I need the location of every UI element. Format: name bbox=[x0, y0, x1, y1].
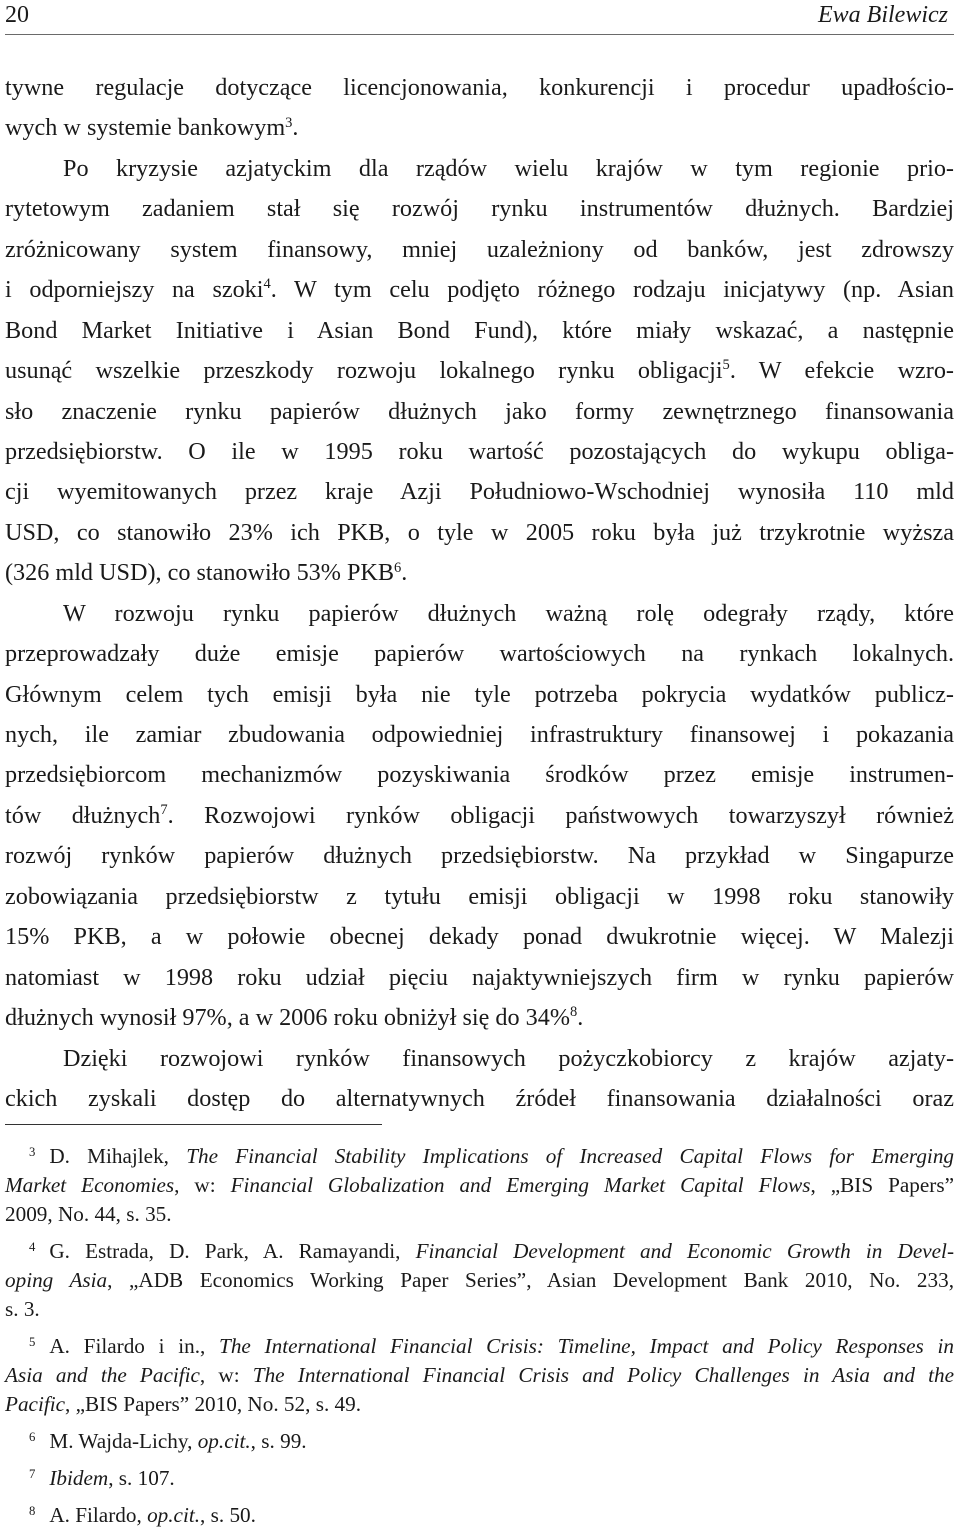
text-segment: . W efekcie wzro- bbox=[729, 357, 954, 385]
footnote-text: , s. 50. bbox=[200, 1503, 256, 1527]
footnote-number: 3 bbox=[29, 1145, 36, 1160]
text-line bbox=[5, 108, 954, 148]
footnote-title: The Financial Stability Implications of Increased Capital Flows for Emerging bbox=[186, 1144, 955, 1168]
footnote-source-title: Financial Globalization and Emerging Market Capital Flows bbox=[230, 1173, 811, 1197]
text-line: Dzięki rozwojowi rynków finansowych pożyczkobiorcy z krajów azjaty- bbox=[63, 1044, 954, 1072]
footnote-ref-6[interactable]: 6 bbox=[394, 559, 402, 576]
text-line: tywne regulacje dotyczące licencjonowania, konkurencji i procedur upadłościo- bbox=[5, 74, 954, 101]
footnote-abbrev: op.cit. bbox=[197, 1429, 251, 1453]
footnote-author: M. Wajda-Lichy, bbox=[49, 1429, 198, 1453]
footnote-4 bbox=[5, 1237, 954, 1324]
footnote-line bbox=[5, 1171, 954, 1200]
text-segment: . Rozwojowi rynków obligacji państwowych towarzyszył również bbox=[167, 801, 954, 829]
text-segment: i odporniejszy na szoki bbox=[5, 276, 264, 304]
text-segment: . bbox=[577, 1004, 584, 1032]
text-line: Po kryzysie azjatyckim dla rządów wielu krajów w tym regionie prio- bbox=[63, 154, 954, 182]
text-line: przedsiębiorcom mechanizmów pozyskiwania środków przez emisje instrumen- bbox=[5, 761, 954, 789]
paragraph-1 bbox=[5, 68, 954, 149]
footnote-title: Asia and the Pacific bbox=[5, 1363, 200, 1387]
body-text bbox=[5, 68, 954, 1119]
footnote-abbrev: Ibidem bbox=[49, 1466, 109, 1490]
footnote-line: s. 3. bbox=[5, 1297, 40, 1321]
text-line: ckich zyskali dostęp do alternatywnych źródeł finansowania działalności oraz bbox=[5, 1084, 954, 1112]
footnote-line bbox=[5, 1266, 954, 1295]
footnote-ref-5[interactable]: 5 bbox=[722, 357, 730, 374]
text-line bbox=[5, 998, 954, 1038]
text-line: nych, ile zamiar zbudowania odpowiedniej infrastruktury finansowej i pokazania bbox=[5, 721, 954, 748]
footnote-line: 2009, No. 44, s. 35. bbox=[5, 1202, 172, 1226]
footnote-divider bbox=[5, 1124, 382, 1125]
text-line: zobowiązania przedsiębiorstw z tytułu emisji obligacji w 1998 roku stanowiły bbox=[5, 882, 954, 910]
footnote-text: , w: bbox=[174, 1173, 231, 1197]
footnote-line bbox=[5, 1427, 954, 1456]
footnote-text: , „BIS Papers” bbox=[810, 1173, 955, 1197]
footnote-ref-3[interactable]: 3 bbox=[285, 114, 293, 131]
footnote-line bbox=[5, 1464, 954, 1493]
footnote-author: D. Mihajlek, bbox=[49, 1144, 187, 1168]
footnote-title: Market Economies bbox=[5, 1173, 175, 1197]
footnote-line bbox=[5, 1142, 954, 1171]
text-line bbox=[5, 796, 954, 836]
footnote-line bbox=[5, 1237, 954, 1266]
footnote-title: oping Asia bbox=[5, 1268, 108, 1292]
footnote-ref-7[interactable]: 7 bbox=[160, 802, 168, 819]
footnote-number: 5 bbox=[29, 1335, 36, 1350]
text-segment: . bbox=[292, 114, 299, 142]
footnote-abbrev: op.cit. bbox=[147, 1503, 201, 1527]
footnote-text: , „BIS Papers” 2010, No. 52, s. 49. bbox=[65, 1392, 362, 1416]
text-line: zróżnicowany system finansowy, mniej uzależniony od banków, jest zdrowszy bbox=[5, 235, 954, 263]
text-line: 15% PKB, a w połowie obecnej dekady ponad dwukrotnie więcej. W Malezji bbox=[5, 923, 954, 951]
running-head: Ewa Bilewicz bbox=[818, 2, 948, 28]
footnote-line bbox=[5, 1361, 954, 1390]
footnote-3 bbox=[5, 1142, 954, 1229]
footnote-text: , „ADB Economics Working Paper Series”, Asian Development Bank 2010, No. 233, bbox=[107, 1268, 954, 1292]
text-segment: usunąć wszelkie przeszkody rozwoju lokalnego rynku obligacji bbox=[5, 357, 723, 385]
footnote-number: 6 bbox=[29, 1430, 36, 1445]
footnote-line bbox=[5, 1332, 954, 1361]
page-number: 20 bbox=[5, 2, 29, 28]
footnote-number: 7 bbox=[29, 1467, 36, 1482]
paragraph-4 bbox=[5, 1039, 954, 1120]
text-segment: tów dłużnych bbox=[5, 801, 161, 829]
footnote-6 bbox=[5, 1427, 954, 1456]
footnote-number: 8 bbox=[29, 1504, 36, 1519]
footnote-line bbox=[5, 1390, 954, 1419]
text-segment: . W tym celu podjęto różnego rodzaju inicjatywy (np. Asian bbox=[270, 276, 954, 304]
text-line: przedsiębiorstw. O ile w 1995 roku wartość pozostających do wykupu obliga- bbox=[5, 437, 954, 465]
paragraph-2 bbox=[5, 149, 954, 594]
text-segment: (326 mld USD), co stanowiło 53% PKB bbox=[5, 559, 395, 587]
footnote-author: G. Estrada, D. Park, A. Ramayandi, bbox=[49, 1239, 416, 1263]
footnote-title: The International Financial Crisis: Timeline, Impact and Policy Responses in bbox=[219, 1334, 954, 1358]
text-line: sło znaczenie rynku papierów dłużnych jako formy zewnętrznego finansowania bbox=[5, 397, 954, 425]
paragraph-3 bbox=[5, 594, 954, 1039]
footnote-source-title: Pacific bbox=[5, 1392, 66, 1416]
text-line bbox=[5, 270, 954, 310]
footnote-author: A. Filardo, bbox=[49, 1503, 148, 1527]
text-line bbox=[5, 351, 954, 391]
text-line: rytetowym zadaniem stał się rozwój rynku instrumentów dłużnych. Bardziej bbox=[5, 195, 954, 223]
footnote-title: Financial Development and Economic Growth in Devel- bbox=[415, 1239, 954, 1263]
text-line: W rozwoju rynku papierów dłużnych ważną rolę odegrały rządy, które bbox=[63, 599, 954, 627]
footnotes bbox=[5, 1142, 954, 1538]
text-segment: . bbox=[401, 559, 408, 587]
text-line: Bond Market Initiative i Asian Bond Fund), które miały wskazać, a następnie bbox=[5, 316, 954, 344]
text-segment: dłużnych wynosił 97%, a w 2006 roku obniżył się do 34% bbox=[5, 1004, 570, 1032]
text-line: natomiast w 1998 roku udział pięciu najaktywniejszych firm w rynku papierów bbox=[5, 963, 954, 991]
footnote-text: , w: bbox=[199, 1363, 253, 1387]
footnote-text: , s. 99. bbox=[250, 1429, 307, 1453]
text-line bbox=[5, 553, 954, 593]
footnote-ref-4[interactable]: 4 bbox=[263, 276, 271, 293]
footnote-line bbox=[5, 1501, 954, 1530]
footnote-7 bbox=[5, 1464, 954, 1493]
page-header bbox=[5, 0, 954, 35]
text-line: cji wyemitowanych przez kraje Azji Południowo-Wschodniej wynosiła 110 mld bbox=[5, 478, 954, 506]
footnote-ref-8[interactable]: 8 bbox=[569, 1004, 578, 1021]
footnote-number: 4 bbox=[29, 1240, 36, 1255]
text-segment: wych w systemie bankowym bbox=[5, 114, 286, 142]
footnote-author: A. Filardo i in., bbox=[49, 1334, 220, 1358]
footnote-8 bbox=[5, 1501, 954, 1530]
text-line: USD, co stanowiło 23% ich PKB, o tyle w 2005 roku była już trzykrotnie wyższa bbox=[5, 518, 954, 546]
footnote-5 bbox=[5, 1332, 954, 1419]
footnote-source-title: The International Financial Crisis and Policy Challenges in Asia and the bbox=[252, 1363, 955, 1387]
text-line: Głównym celem tych emisji była nie tyle potrzeba pokrycia wydatków publicz- bbox=[5, 680, 954, 708]
text-line: przeprowadzały duże emisje papierów wartościowych na rynkach lokalnych. bbox=[5, 640, 954, 668]
text-line: rozwój rynków papierów dłużnych przedsiębiorstw. Na przykład w Singapurze bbox=[5, 842, 954, 870]
footnote-text: , s. 107. bbox=[108, 1466, 175, 1490]
